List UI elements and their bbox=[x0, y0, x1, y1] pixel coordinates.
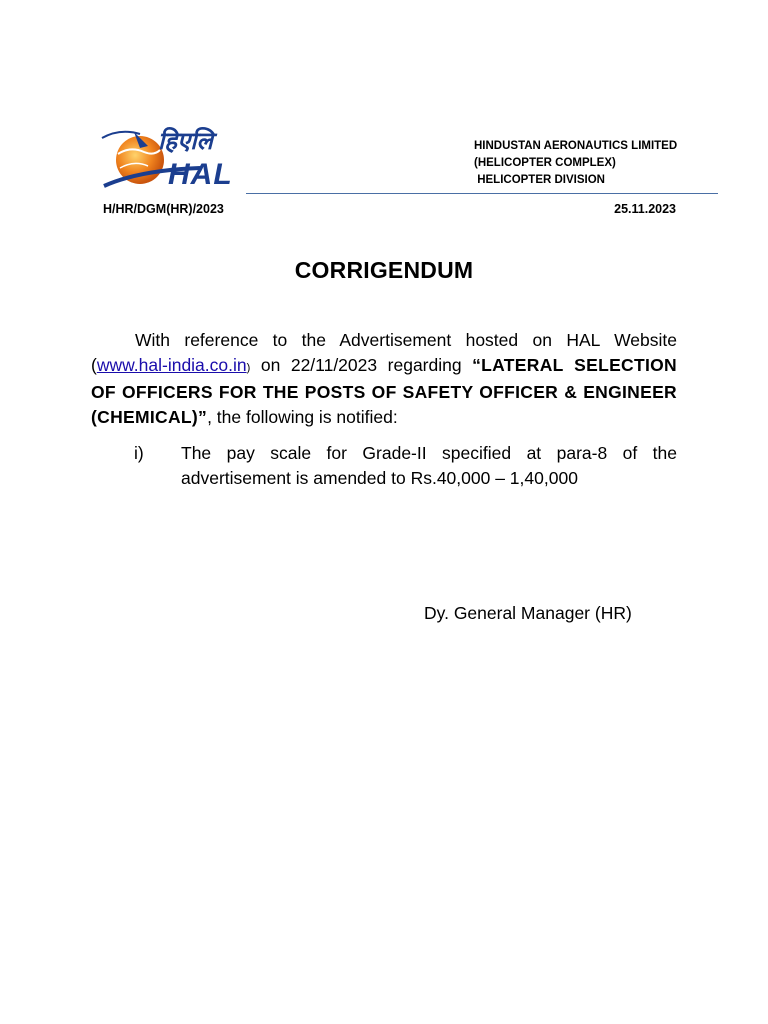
reference-number: H/HR/DGM(HR)/2023 bbox=[103, 202, 224, 216]
list-item-text: The pay scale for Grade-II specified at para-8 of the advertisement is amended to Rs.40,000 – 1,40,000 bbox=[181, 443, 677, 488]
logo-hindi-text: हिएलि bbox=[158, 127, 213, 155]
list-item bbox=[134, 441, 677, 490]
open-paren: ( bbox=[91, 354, 97, 375]
hal-logo bbox=[100, 124, 245, 192]
tail-text: , the following is notified: bbox=[207, 406, 398, 427]
organization-address bbox=[474, 138, 677, 189]
close-paren: ) bbox=[246, 361, 251, 374]
logo-hal-text: HAL bbox=[168, 158, 233, 191]
org-line-1: HINDUSTAN AERONAUTICS LIMITED bbox=[474, 140, 678, 152]
org-line-2: (HELICOPTER COMPLEX) bbox=[474, 157, 616, 169]
intro-text: With reference to the Advertisement hosted on HAL Website bbox=[135, 330, 677, 350]
signature-designation: Dy. General Manager (HR) bbox=[424, 603, 632, 623]
body-paragraph bbox=[91, 328, 677, 429]
header-divider bbox=[246, 193, 718, 194]
list-item-number: i) bbox=[134, 443, 144, 463]
org-line-3: HELICOPTER DIVISION bbox=[474, 174, 605, 186]
subject-text: “LATERAL SELECTION OF OFFICERS FOR THE POSTS OF SAFETY OFFICER & ENGINEER (CHEMICAL)” bbox=[91, 354, 677, 427]
document-date: 25.11.2023 bbox=[614, 202, 676, 216]
document-title: CORRIGENDUM bbox=[294, 257, 474, 283]
date-text: on 22/11/2023 regarding bbox=[250, 354, 473, 375]
hal-website-link[interactable]: www.hal-india.co.in bbox=[96, 354, 247, 375]
